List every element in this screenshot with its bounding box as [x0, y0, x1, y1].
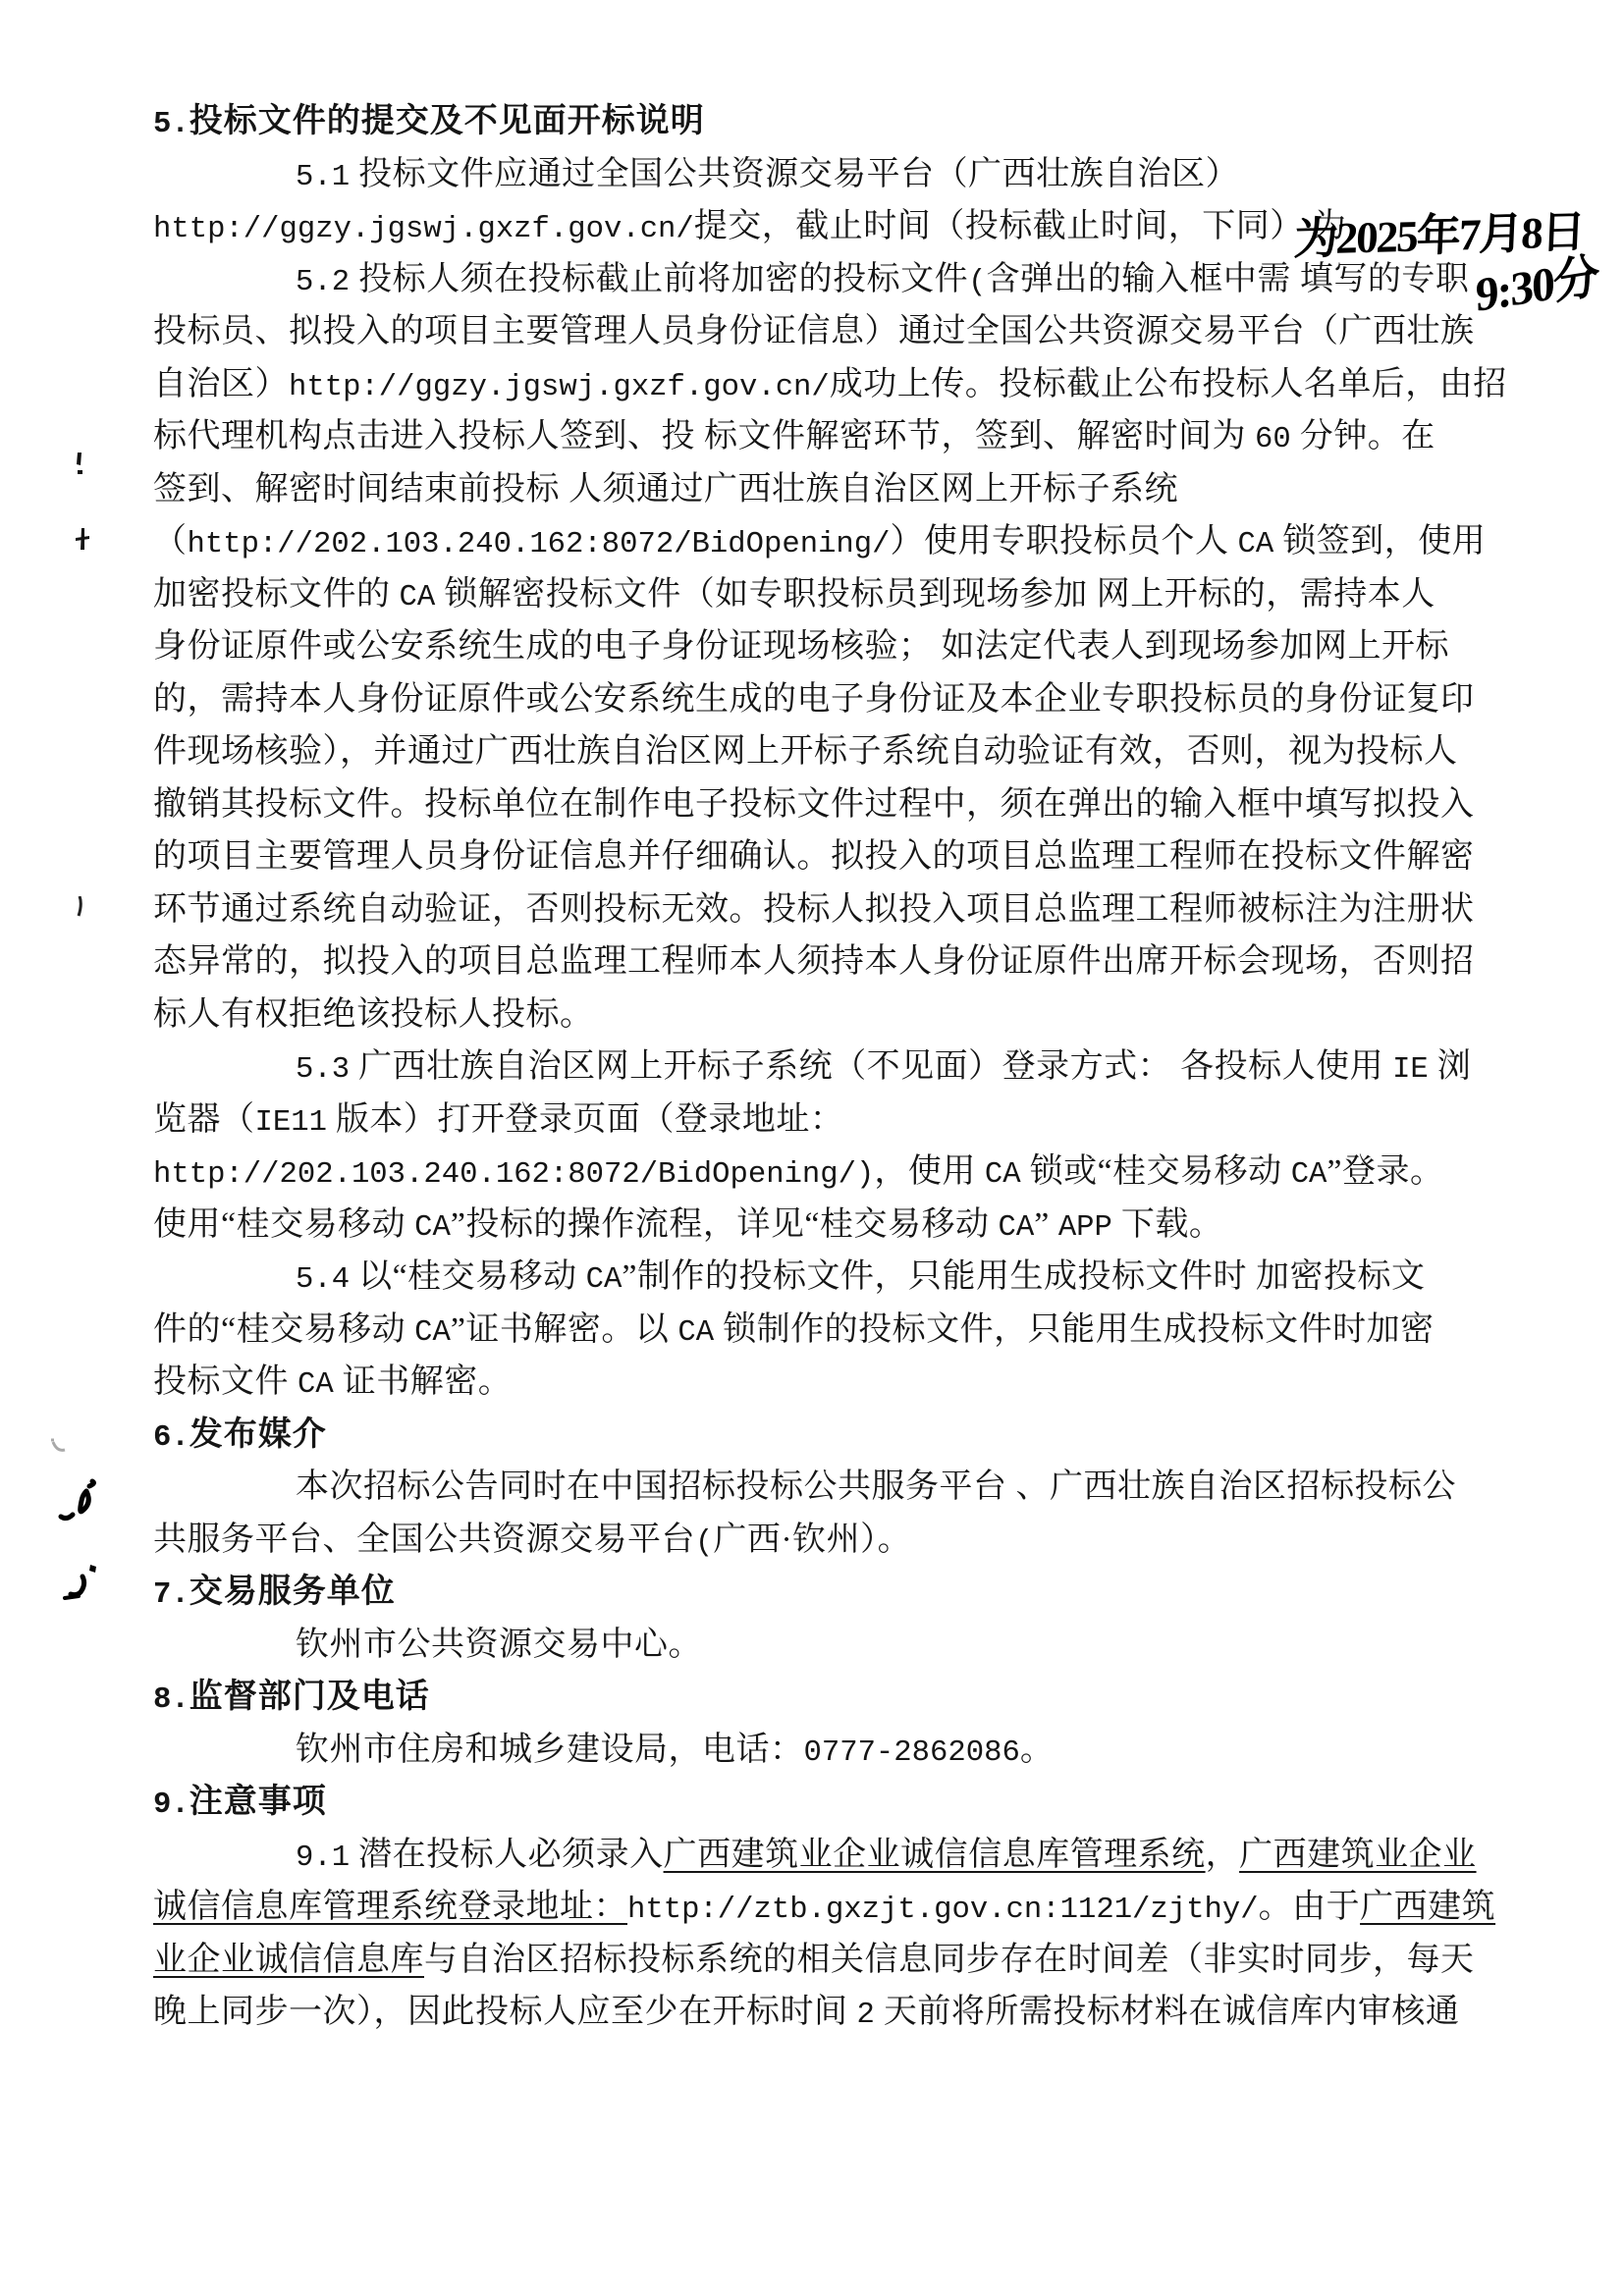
text-line: 件的“桂交易移动 CA”证书解密。以 CA 锁制作的投标文件，只能用生成投标文件时加密: [153, 1310, 1435, 1350]
text-line: 5.4 以“桂交易移动 CA”制作的投标文件，只能用生成投标文件时 加密投标文: [296, 1258, 1426, 1297]
text-line: 5.3 广西壮族自治区网上开标子系统（不见面）登录方式： 各投标人使用 IE 浏: [296, 1048, 1472, 1087]
text-line: 7.交易服务单位: [153, 1574, 396, 1612]
text-line: 览器（IE11 版本）打开登录页面（登录地址：: [153, 1100, 844, 1140]
text-line: 本次招标公告同时在中国招标投标公共服务平台 、广西壮族自治区招标投标公: [296, 1468, 1456, 1505]
text-line: 使用“桂交易移动 CA”投标的操作流程，详见“桂交易移动 CA” APP 下载。: [153, 1205, 1223, 1245]
text-line: 投标员、拟投入的项目主要管理人员身份证信息）通过全国公共资源交易平台（广西壮族: [153, 313, 1475, 349]
text-line: 件现场核验），并通过广西壮族自治区网上开标子系统自动验证有效，否则，视为投标人: [153, 733, 1458, 770]
text-line: 6.发布媒介: [153, 1415, 327, 1455]
document-body: [153, 95, 1528, 2039]
text-line: 的，需持本人身份证原件或公安系统生成的电子身份证及本企业专职投标员的身份证复印: [153, 680, 1475, 718]
ink-smudge-icon: [72, 452, 87, 477]
text-line: 撤销其投标文件。投标单位在制作电子投标文件过程中，须在弹出的输入框中填写拟投入: [153, 785, 1475, 823]
text-line: 投标文件 CA 证书解密。: [153, 1363, 513, 1402]
text-line: 钦州市住房和城乡建设局，电话：0777-2862086。: [296, 1731, 1055, 1770]
handwritten-deadline-time: 9:30分: [1475, 249, 1598, 323]
text-line: 晚上同步一次），因此投标人应至少在开标时间 2 天前将所需投标材料在诚信库内审核通: [153, 1994, 1460, 2032]
text-line: 5.投标文件的提交及不见面开标说明: [153, 103, 705, 141]
text-line: 环节通过系统自动验证，否则投标无效。投标人拟投入项目总监理工程师被标注为注册状: [153, 890, 1475, 928]
text-line: http://202.103.240.162:8072/BidOpening/)，使用 CA 锁或“桂交易移动 CA”登录。: [153, 1153, 1444, 1192]
text-line: 9.注意事项: [153, 1784, 327, 1822]
text-line: 8.监督部门及电话: [153, 1679, 430, 1717]
handwritten-deadline-date: 为2025年7月8日: [1292, 207, 1585, 264]
text-line: 加密投标文件的 CA 锁解密投标文件（如专职投标员到现场参加 网上开标的，需持本人: [153, 575, 1435, 614]
text-line: 身份证原件或公安系统生成的电子身份证现场核验； 如法定代表人到现场参加网上开标: [153, 628, 1449, 665]
text-line: （http://202.103.240.162:8072/BidOpening/）使用专职投标员个人 CA 锁签到，使用: [153, 523, 1487, 561]
text-line: http://ggzy.jgswj.gxzf.gov.cn/提交，截止时间（投标截止时间，下同） 为: [153, 208, 1347, 246]
ink-smudge-icon: [77, 896, 84, 918]
text-line: 诚信信息库管理系统登录地址：http://ztb.gxzjt.gov.cn:1121/zjthy/。由于广西建筑: [153, 1889, 1496, 1927]
text-line: 共服务平台、全国公共资源交易平台(广西·钦州）。: [153, 1521, 912, 1560]
text-line: 钦州市公共资源交易中心。: [296, 1626, 702, 1663]
text-line: 5.1 投标文件应通过全国公共资源交易平台（广西壮族自治区）: [296, 155, 1240, 194]
text-line: 业企业诚信信息库与自治区招标投标系统的相关信息同步存在时间差（非实时同步，每天: [153, 1941, 1475, 1978]
text-line: 标代理机构点击进入投标人签到、投 标文件解密环节，签到、解密时间为 60 分钟。在: [153, 418, 1435, 456]
ink-smudge-icon: [74, 528, 91, 552]
text-line: 9.1 潜在投标人必须录入广西建筑业企业诚信信息库管理系统，广西建筑业企业: [296, 1836, 1477, 1875]
text-line: 5.2 投标人须在投标截止前将加密的投标文件(含弹出的输入框中需 填写的专职: [296, 260, 1470, 299]
text-line: 态异常的，拟投入的项目总监理工程师本人须持本人身份证原件出席开标会现场，否则招: [153, 943, 1475, 980]
ink-smudge-icon: [49, 1438, 69, 1456]
ink-smudge-icon: [57, 1477, 98, 1524]
ink-smudge-icon: [59, 1563, 100, 1606]
text-line: 签到、解密时间结束前投标 人须通过广西壮族自治区网上开标子系统: [153, 470, 1178, 507]
text-line: 自治区）http://ggzy.jgswj.gxzf.gov.cn/成功上传。投标截止公布投标人名单后，由招: [153, 365, 1507, 404]
text-line: 标人有权拒绝该投标人投标。: [153, 995, 594, 1033]
text-line: 的项目主要管理人员身份证信息并仔细确认。拟投入的项目总监理工程师在投标文件解密: [153, 838, 1475, 875]
